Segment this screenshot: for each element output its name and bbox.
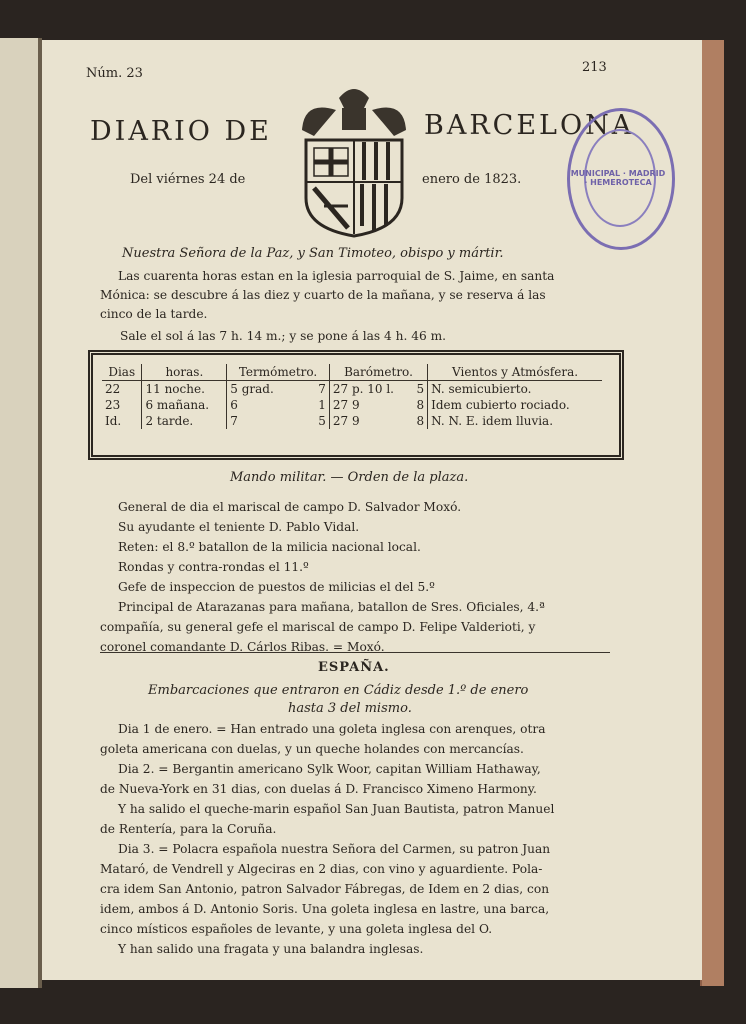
military-order-line: coronel comandante D. Cárlos Ribas. = Moxó. [100,640,385,654]
table-cell: 6 mañana. [142,397,227,413]
table-cell: N. semicubierto. [428,381,602,398]
table-row [102,397,602,413]
body-line: Dia 3. = Polacra española nuestra Señora del Carmen, su patron Juan [118,842,551,856]
table-cell: 27 p. 10 l. [329,381,410,398]
table-cell: 27 9 [329,413,410,429]
table-cell: 8 [416,398,425,412]
table-cell: 6 [227,397,307,413]
forty-hours-line: Mónica: se descubre á las diez y cuarto de la mañana, y se reserva á las [100,288,546,302]
table-cell: 23 [105,398,121,412]
body-line: Y ha salido el queche-marin español San Juan Bautista, patron Manuel [118,802,555,816]
military-order-line: Gefe de inspeccion de puestos de milicias el del 5.º [118,580,435,594]
body-line: cinco místicos españoles de levante, y una goleta inglesa del O. [100,922,493,936]
table-cell: 11 noche. [142,381,227,398]
body-line: goleta americana con duelas, y un queche holandes con mercancías. [100,742,524,756]
body-line: de Rentería, para la Coruña. [100,822,277,836]
body-line: de Nueva-York en 31 dias, con duelas á D. Francisco Ximeno Harmony. [100,782,537,796]
col-termometro: Termómetro. [227,364,330,381]
forty-hours-line: cinco de la tarde. [100,307,208,321]
military-order-line: Reten: el 8.º batallon de la milicia nacional local. [118,540,421,554]
table-cell: 2 tarde. [142,413,227,429]
left-page-edge [0,38,38,988]
forty-hours-line: Las cuarenta horas estan en la iglesia parroquial de S. Jaime, en santa [118,269,555,283]
col-barometro: Barómetro. [329,364,427,381]
table-cell: Id. [105,414,122,428]
table-cell: 8 [416,414,425,428]
body-line: idem, ambos á D. Antonio Soris. Una goleta inglesa en lastre, una barca, [100,902,550,916]
section-divider [100,652,610,653]
subheading-line: Embarcaciones que entraron en Cádiz desde 1.º de enero [148,683,529,698]
weather-table [102,364,602,429]
page-stack-edge [700,40,724,986]
table-cell: 1 [318,398,326,412]
table-header-row [102,364,602,381]
table-cell: 5 [318,414,326,428]
military-order-line: Su ayudante el teniente D. Pablo Vidal. [118,520,360,534]
section-title: ESPAÑA. [318,660,390,675]
subheading-line: hasta 3 del mismo. [288,701,412,716]
issue-number: Núm. 23 [86,66,143,81]
military-order-line: General de dia el mariscal de campo D. Salvador Moxó. [118,500,462,514]
body-line: Mataró, de Vendrell y Algeciras en 2 dias, con vino y aguardiente. Pola- [100,862,543,876]
col-horas: horas. [142,364,227,381]
military-order-line: compañía, su general gefe el mariscal de campo D. Felipe Valderioti, y [100,620,536,634]
table-cell: Idem cubierto rociado. [428,397,602,413]
table-cell: N. N. E. idem lluvia. [428,413,602,429]
body-line: Dia 2. = Bergantin americano Sylk Woor, capitan William Hathaway, [118,762,541,776]
col-vientos: Vientos y Atmósfera. [428,364,602,381]
masthead-title-left: DIARIO DE [90,116,272,147]
col-dias: Dias [102,364,142,381]
coat-of-arms-emblem [294,78,414,238]
date-left: Del viérnes 24 de [130,172,246,187]
table-cell: 7 [318,382,326,396]
masthead-title-right: BARCELONA [424,110,635,141]
table-cell: 27 9 [329,397,410,413]
date-right: enero de 1823. [422,172,522,187]
military-order-line: Principal de Atarazanas para mañana, batallon de Sres. Oficiales, 4.ª [118,600,545,614]
sunrise-sunset: Sale el sol á las 7 h. 14 m.; y se pone á las 4 h. 46 m. [120,329,447,343]
stamp-text: MUNICIPAL · MADRID · HEMEROTECA [570,169,666,187]
table-cell: 22 [105,382,121,396]
body-line: cra idem San Antonio, patron Salvador Fábregas, de Idem en 2 dias, con [100,882,550,896]
body-line: Dia 1 de enero. = Han entrado una goleta inglesa con arenques, otra [118,722,546,736]
table-cell: 5 [416,382,425,396]
saints-of-the-day: Nuestra Señora de la Paz, y San Timoteo, obispo y mártir. [122,246,504,261]
library-stamp [567,108,675,250]
military-section-title: Mando militar. — Orden de la plaza. [230,470,469,485]
page-number: 213 [582,60,607,75]
table-cell: 5 grad. [227,381,307,398]
table-cell: 7 [227,413,307,429]
body-line: Y han salido una fragata y una balandra inglesas. [118,942,424,956]
table-row [102,381,602,398]
military-order-line: Rondas y contra-rondas el 11.º [118,560,309,574]
table-row [102,413,602,429]
